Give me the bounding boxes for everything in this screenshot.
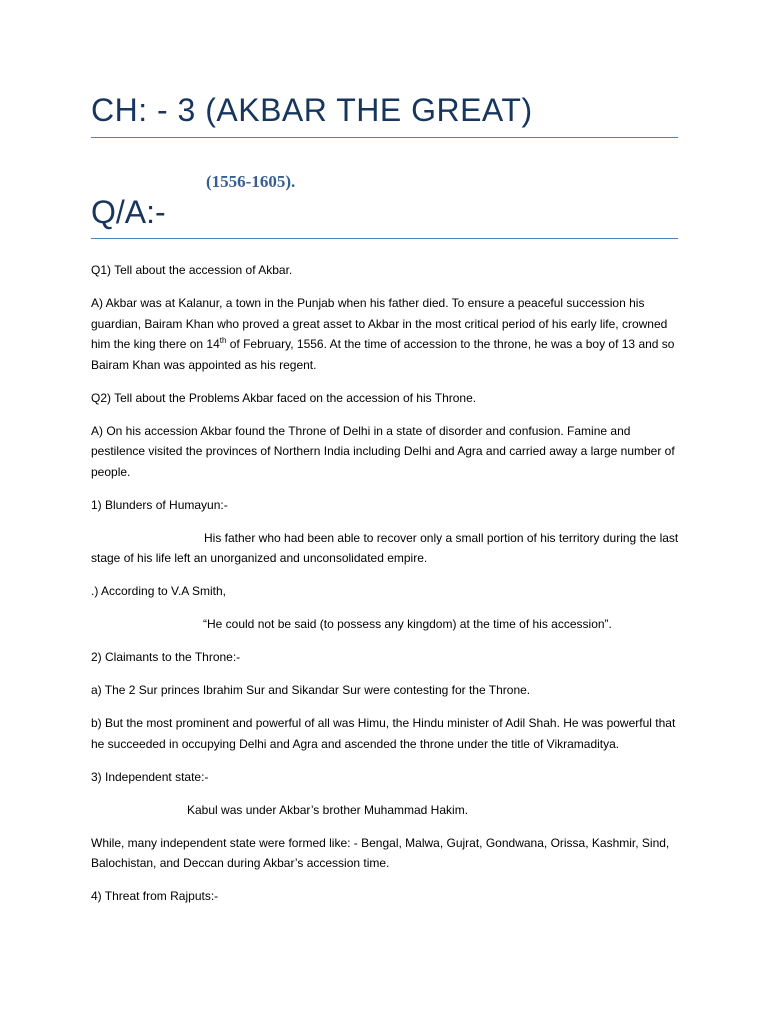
point-1-heading: 1) Blunders of Humayun:- [91, 497, 228, 512]
title-underline [91, 137, 678, 138]
point-1-rest: the last stage of his life left an unorganized and unconsolidated empire. [91, 530, 679, 565]
qa-heading: Q/A:- [91, 194, 166, 230]
point-1-text [91, 528, 679, 569]
qa-underline [91, 238, 678, 239]
point-2b: b) But the most prominent and powerful of all was Himu, the Hindu minister of Adil Shah. He was powerful that he succeeded in occupying Delhi and Agra and ascended the throne under the title of Vikramaditya. [91, 716, 676, 751]
chapter-title: CH: - 3 (AKBAR THE GREAT) [91, 92, 533, 128]
point-3-states: While, many independent state were formed like: - Bengal, Malwa, Gujrat, Gondwana, Orissa, Kashmir, Sind, Balochistan, and Deccan during Akbar’s accession time. [91, 835, 670, 870]
point-4-heading: 4) Threat from Rajputs:- [91, 889, 219, 903]
date-range: (1556-1605). [206, 172, 296, 191]
point-2a: a) The 2 Sur princes Ibrahim Sur and Sikandar Sur were contesting for the Throne. [91, 683, 531, 697]
document-body [91, 260, 679, 919]
point-3-heading: 3) Independent state:- [91, 769, 209, 784]
answer-1 [91, 293, 679, 375]
answer-1-text-a: A) Akbar was at Kalanur, a town in the Punjab when his father died. To ensure a peaceful succession his guardian, Bairam Khan who proved a great asset to Akbar in the most critical period of his early life, crowned him the king there on 14 [91, 296, 668, 351]
question-2: Q2) Tell about the Problems Akbar faced on the accession of his Throne. [91, 390, 477, 405]
smith-quote: “He could not be said (to possess any kingdom) at the time of his accession”. [203, 617, 612, 631]
answer-1-text-b: of February, 1556. At the time of accession to the throne, he was a boy of 13 and so Bairam Khan was appointed as his regent. [91, 337, 675, 372]
point-3-text: Kabul was under Akbar’s brother Muhammad Hakim. [187, 802, 469, 817]
point-2-heading: 2) Claimants to the Throne:- [91, 650, 241, 664]
answer-2: A) On his accession Akbar found the Throne of Delhi in a state of disorder and confusion. Famine and pestilence visited the provinces of Northern India including Delhi and Agra and carried away a large number of people. [91, 423, 675, 479]
ordinal-suffix: th [219, 336, 227, 345]
question-1: Q1) Tell about the accession of Akbar. [91, 263, 293, 277]
point-1-first-line: His father who had been able to recover only a small portion of his territory during [204, 530, 637, 545]
smith-reference: .) According to V.A Smith, [91, 584, 226, 598]
